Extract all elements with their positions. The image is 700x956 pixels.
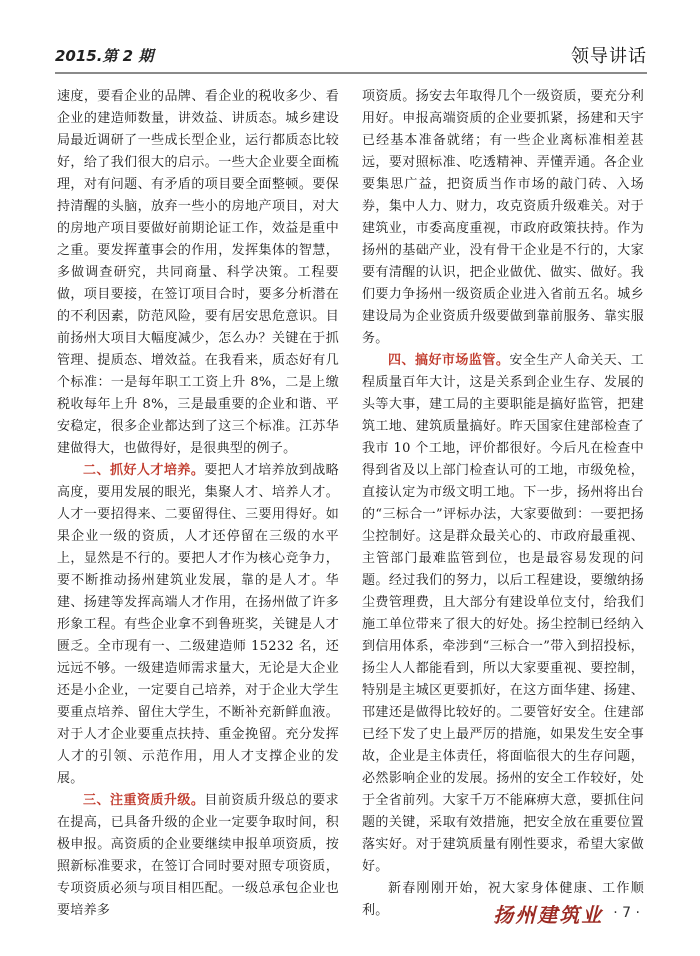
section-heading: 四、搞好市场监管。 xyxy=(388,353,510,368)
paragraph: 新春刚刚开始，祝大家身体健康、工作顺利。 xyxy=(362,881,644,918)
paragraph: 速度，要看企业的品牌、看企业的税收多少、看企业的建造师数量，讲效益、讲质态。城乡建设局最近调研了一些成长型企业，运行都质态比较好，给了我们很大的启示。一些大企业要全面梳理，对有问题、有矛盾的项目要全面整顿。要保持清醒的头脑，放弃一些小的房地产项目，对大的房地产项目要做好前期论证工作，效益是重中之重。要发挥董事会的作用，发挥集体的智慧，多做调查研究，共同商量、科学决策。工程要做，项目要接，在签订项目合时，要多分析潜在的不利因素，防范风险，要有居安思危意识。目前扬州大项目大幅度减少，怎么办？关键在于抓管理、提质态、增效益。在我看来，质态好有几个标准：一是每年职工工资上升 8%，二是上缴税收每年上升 8%，三是最重要的企业和谐、平安稳定，很多企业都达到了这三个标准。江苏华建做得大，也做得好，是很典型的例子。 xyxy=(57,89,339,456)
page-header xyxy=(55,40,647,70)
page-number: · 7 · xyxy=(613,905,640,921)
paragraph-body: 要把人才培养放到战略高度，要用发展的眼光，集聚人才、培养人才。人才一要招得来、二要留得住、三要用得好。如果企业一级的资质，人才还停留在三级的水平上，显然是不行的。要把人才作为核心竞争力，要不断推动扬州建筑业发展，靠的是人才。华建、扬建等发挥高端人才作用，在扬州做了许多形象工程。有些企业拿不到鲁班奖，关键是人才匮乏。全市现有一、二级建造师 15232 名，还远远不够。一级建造师需求量大，无论是大企业还是小企业，一定要自己培养，对于企业大学生要重点培养、留住大学生，不断补充新鲜血液。对于人才企业要重点扶持、重金挽留。充分发挥人才的引领、示范作用，用人才支撑企业的发展。 xyxy=(57,463,339,786)
paragraph xyxy=(362,350,644,878)
right-column xyxy=(362,86,644,922)
paragraph xyxy=(57,790,339,922)
section-title: 领导讲话 xyxy=(571,46,647,67)
paragraph-body: 目前资质升级总的要求在提高，已具备升级的企业一定要争取时间，积极申报。高资质的企业要继续申报单项资质，按照新标准要求，在签订合同时要对照专项资质，专项资质必须与项目相匹配。一级总承包企业也要培养多 xyxy=(57,793,339,918)
header-divider xyxy=(55,72,647,74)
paragraph-body: 安全生产人命关天、工程质量百年大计，这是关系到企业生存、发展的头等大事，建工局的主要职能是搞好监管，把建筑工地、建筑质量搞好。昨天国家住建部检查了我市 10 个工地，评价都很好。今后凡在检查中得到省及以上部门检查认可的工地，市级免检，直接认定为市级文明工地。下一步，扬州将出台的“三标合一”评标办法，大家要做到：一要把扬尘控制好。这是群众最关心的、市政府最重视、主管部门最难监管到位，也是最容易发现的问题。经过我们的努力，以后工程建设，要缴纳扬尘费管理费，且大部分有建设单位支付，给我们施工单位带来了很大的好处。扬尘控制已经纳入到信用体系，牵涉到“三标合一”带入到招投标，扬尘人人都能看到，所以大家要重视、要控制，特别是主城区更要抓好，在这方面华建、扬建、邗建还是做得比较好的。二要管好安全。住建部已经下发了史上最严厉的措施，如果发生安全事故，企业是主体责任，将面临很大的生存问题，必然影响企业的发展。扬州的安全工作较好，处于全省前列。大家千万不能麻痹大意，要抓住问题的关键，采取有效措施，把安全放在重要位置落实好。对于建筑质量有刚性要求，希望大家做好。 xyxy=(362,353,644,874)
issue-label: 2015.第 2 期 xyxy=(55,47,154,65)
left-column xyxy=(57,86,339,922)
paragraph xyxy=(57,460,339,790)
section-heading: 二、抓好人才培养。 xyxy=(83,463,205,478)
page-footer xyxy=(493,898,640,928)
section-heading: 三、注重资质升级。 xyxy=(83,793,205,808)
magazine-logo: 扬州建筑业 xyxy=(493,902,604,927)
paragraph: 项资质。扬安去年取得几个一级资质，要充分利用好。申报高端资质的企业要抓紧，扬建和天宇已经基本准备就绪；有一些企业离标准相差甚远，要对照标准、吃透精神、弄懂弄通。各企业要集思广益，把资质当作市场的敲门砖、入场券，集中人力、财力，攻克资质升级难关。对于建筑业，市委高度重视，市政府政策扶持。作为扬州的基础产业，没有骨干企业是不行的，大家要有清醒的认识，把企业做优、做实、做好。我们要力争扬州一级资质企业进入省前五名。城乡建设局为企业资质升级要做到靠前服务、靠实服务。 xyxy=(362,89,644,346)
